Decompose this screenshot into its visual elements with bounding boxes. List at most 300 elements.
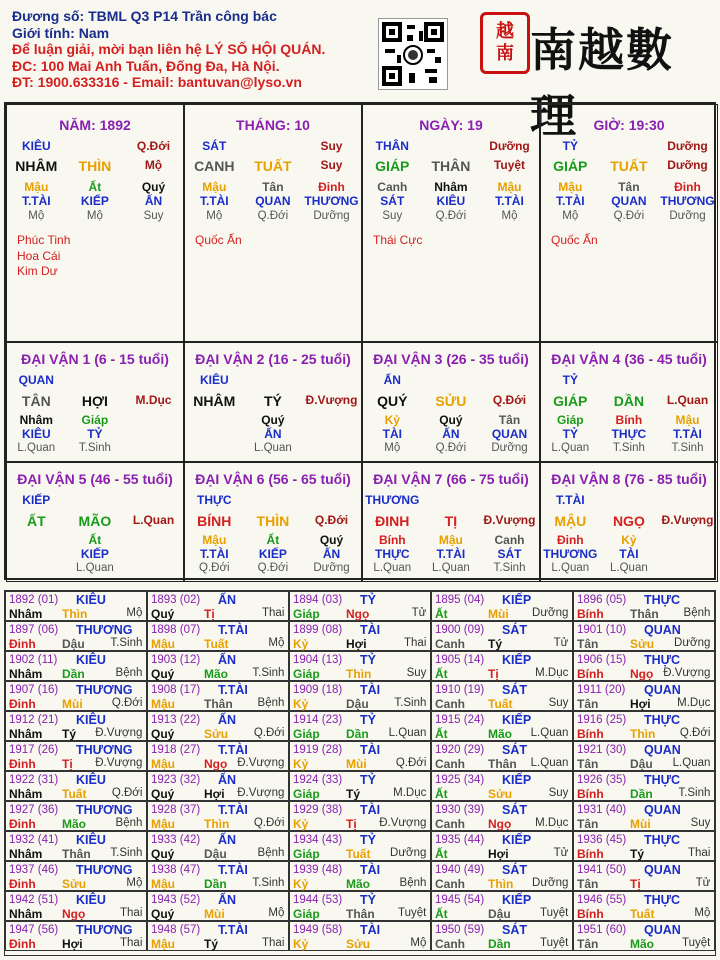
year-label: 1907 (16) xyxy=(9,684,59,696)
year-state: T.Sinh xyxy=(252,667,285,679)
year-cell xyxy=(289,801,431,831)
year-state: Dưỡng xyxy=(674,637,711,649)
year-god: THƯƠNG xyxy=(76,623,133,637)
header-info xyxy=(12,8,325,91)
year-state: Q.Đới xyxy=(395,757,427,769)
hidden-stem: Mậu xyxy=(497,180,522,194)
year-label: 1945 (54) xyxy=(435,894,485,906)
daivan-hidden-row xyxy=(7,413,183,427)
year-god: TÀI xyxy=(360,683,381,697)
spacer xyxy=(66,373,125,387)
year-label: 1925 (34) xyxy=(435,774,485,786)
spacer xyxy=(124,373,183,387)
year-can: Mậu xyxy=(151,757,175,771)
year-chi: Thìn xyxy=(488,877,514,891)
year-can: Kỷ xyxy=(293,697,309,711)
spacer xyxy=(422,493,481,507)
year-state: Thai xyxy=(262,607,285,619)
daivan-hidden-row xyxy=(363,413,539,427)
year-god: QUAN xyxy=(644,863,681,877)
daivan-title: ĐẠI VẬN 7 (66 - 75 tuổi) xyxy=(373,471,529,487)
year-label: 1893 (02) xyxy=(151,594,201,606)
year-god: T.TÀI xyxy=(218,803,248,817)
daivan-cell xyxy=(6,462,184,582)
year-cell xyxy=(289,921,431,951)
year-can: Đinh xyxy=(9,937,36,951)
year-chi: Dần xyxy=(204,877,227,891)
hidden-state: Dưỡng xyxy=(313,562,350,574)
year-can: Canh xyxy=(435,877,465,891)
year-god: QUAN xyxy=(644,743,681,757)
daivan-god-row xyxy=(7,373,183,387)
daivan-can: QUÝ xyxy=(377,393,408,409)
year-cell xyxy=(573,741,715,771)
year-god: KIẾP xyxy=(502,773,532,787)
year-chi: Sửu xyxy=(346,937,371,951)
daivan-chi: HỢI xyxy=(81,393,108,409)
year-state: Thai xyxy=(262,937,285,949)
year-can: Tân xyxy=(577,877,599,891)
year-god: TỶ xyxy=(360,653,376,667)
year-state: M.Dục xyxy=(535,667,569,679)
daivan-chi-state: Đ.Vượng xyxy=(305,393,358,407)
year-label: 1899 (08) xyxy=(293,624,343,636)
year-cell xyxy=(431,741,573,771)
brand-logo: 南越數理 xyxy=(530,23,674,143)
pillar-chi: THÌN xyxy=(78,158,112,174)
year-can: Nhâm xyxy=(9,787,43,801)
hidden-god: SÁT xyxy=(497,547,522,561)
hidden-stem: Giáp xyxy=(81,413,109,427)
year-god: THƯƠNG xyxy=(76,743,133,757)
year-cell xyxy=(573,621,715,651)
year-state: Mộ xyxy=(268,637,285,649)
year-label: 1915 (24) xyxy=(435,714,485,726)
pillar-can: CANH xyxy=(194,158,235,174)
year-label: 1930 (39) xyxy=(435,804,485,816)
pillar-state: Suy xyxy=(320,139,343,153)
hidden-state: L.Quan xyxy=(373,562,412,574)
year-can: Tân xyxy=(577,817,599,831)
year-god: TỶ xyxy=(360,833,376,847)
pillar-can: GIÁP xyxy=(375,158,410,174)
daivan-gods-row xyxy=(7,427,183,441)
year-can: Bính xyxy=(577,847,604,861)
daivan-cell xyxy=(362,462,540,582)
hidden-god: T.TÀI xyxy=(199,547,229,561)
daivan-title: ĐẠI VẬN 4 (36 - 45 tuổi) xyxy=(551,351,707,367)
year-god: KIÊU xyxy=(76,593,106,607)
year-state: Bệnh xyxy=(399,877,427,889)
year-state: Thai xyxy=(688,847,711,859)
year-god: T.TÀI xyxy=(218,923,248,937)
year-god: KIÊU xyxy=(76,653,106,667)
year-chi: Tị xyxy=(488,667,499,681)
year-chi: Ngọ xyxy=(488,817,512,831)
year-god: KIÊU xyxy=(76,893,106,907)
pillar-spacer xyxy=(600,139,659,153)
hidden-god xyxy=(124,547,183,561)
year-state: Suy xyxy=(406,667,427,679)
year-label: 1917 (26) xyxy=(9,744,59,756)
daivan-gods-row xyxy=(541,427,717,441)
year-cell xyxy=(289,771,431,801)
year-chi: Mão xyxy=(204,667,228,681)
year-chi: Mão xyxy=(488,727,512,741)
year-god: SÁT xyxy=(502,743,527,757)
year-label: 1939 (48) xyxy=(293,864,343,876)
year-god: TÀI xyxy=(360,743,381,757)
hidden-stem xyxy=(185,413,244,427)
pillar-main-row xyxy=(363,158,539,174)
year-chi: Mão xyxy=(630,937,654,951)
pillar-stars xyxy=(17,233,70,280)
year-god: KIẾP xyxy=(502,653,532,667)
daivan-main-row xyxy=(7,393,183,409)
year-cell xyxy=(289,591,431,621)
year-can: Ất xyxy=(435,847,448,861)
daivan-cell xyxy=(540,462,718,582)
pillar-stars xyxy=(551,233,598,249)
year-label: 1932 (41) xyxy=(9,834,59,846)
daivan-main-row xyxy=(7,513,183,529)
daivan-states-row xyxy=(7,442,183,454)
daivan-chi: NGỌ xyxy=(612,513,645,529)
daivan-god-row xyxy=(7,493,183,507)
hidden-state: T.Sinh xyxy=(493,562,526,574)
year-state: Mộ xyxy=(126,607,143,619)
year-label: 1914 (23) xyxy=(293,714,343,726)
spacer xyxy=(600,493,659,507)
spacer xyxy=(480,373,539,387)
year-state: Q.Đới xyxy=(253,727,285,739)
year-state: Mộ xyxy=(268,907,285,919)
year-can: Bính xyxy=(577,727,604,741)
hidden-god: THƯƠNG xyxy=(543,547,598,561)
hidden-state: Mộ xyxy=(206,210,223,222)
pillar-chi: TUẤT xyxy=(610,158,648,174)
daivan-main-row xyxy=(541,513,717,529)
daivan-hidden-row xyxy=(541,413,717,427)
year-god: KIẾP xyxy=(502,893,532,907)
year-can: Ất xyxy=(435,727,448,741)
hidden-stem: Canh xyxy=(494,533,525,547)
year-god: ẤN xyxy=(218,833,237,847)
hidden-stem xyxy=(7,533,66,547)
year-state: T.Sinh xyxy=(110,847,143,859)
pillar-gods-row xyxy=(185,194,361,208)
year-label: 1909 (18) xyxy=(293,684,343,696)
pillar-can: GIÁP xyxy=(553,158,588,174)
year-cell xyxy=(431,771,573,801)
year-god: SÁT xyxy=(502,863,527,877)
daivan-god: KIẾP xyxy=(22,493,51,507)
year-can: Quý xyxy=(151,907,175,921)
year-can: Quý xyxy=(151,667,175,681)
year-chi: Dậu xyxy=(630,757,653,771)
pillar-hidden-row xyxy=(363,180,539,194)
hidden-state: L.Quan xyxy=(17,442,56,454)
year-can: Đinh xyxy=(9,817,36,831)
year-cell xyxy=(147,771,289,801)
hidden-stem: Quý xyxy=(141,180,166,194)
year-can: Nhâm xyxy=(9,847,43,861)
year-can: Canh xyxy=(435,937,465,951)
year-cell xyxy=(5,621,147,651)
daivan-chi-state: Đ.Vượng xyxy=(483,513,536,527)
year-label: 1892 (01) xyxy=(9,594,59,606)
daivan-states-row xyxy=(363,562,539,574)
year-can: Canh xyxy=(435,817,465,831)
pillar-cell xyxy=(540,104,718,342)
year-cell xyxy=(573,921,715,951)
year-label: 1904 (13) xyxy=(293,654,343,666)
hidden-god: TỶ xyxy=(87,427,103,441)
year-cell xyxy=(5,741,147,771)
year-can: Đinh xyxy=(9,637,36,651)
year-chi: Hợi xyxy=(62,937,83,951)
year-state: Tuyệt xyxy=(398,907,427,919)
year-chi: Tị xyxy=(346,817,357,831)
daivan-chi: DẦN xyxy=(613,393,645,409)
hidden-stem xyxy=(658,533,717,547)
year-state: Mộ xyxy=(410,937,427,949)
hidden-stem: Tân xyxy=(618,180,640,194)
pillar-chi-state: Dưỡng xyxy=(667,158,708,172)
pillar-states-row xyxy=(363,210,539,222)
year-cell xyxy=(5,921,147,951)
pillar-spacer xyxy=(244,139,303,153)
year-cell xyxy=(431,801,573,831)
year-state: Bệnh xyxy=(257,697,285,709)
year-chi: Dậu xyxy=(488,907,511,921)
pillar-stars xyxy=(195,233,242,249)
spacer xyxy=(600,373,659,387)
year-chi: Thân xyxy=(204,697,233,711)
hidden-stem: Kỷ xyxy=(384,413,400,427)
hidden-state: Q.Đới xyxy=(257,562,289,574)
daivan-can: ĐINH xyxy=(375,513,410,529)
daivan-chi: SỬU xyxy=(435,393,467,409)
hidden-state: T.Sinh xyxy=(78,442,111,454)
year-chi: Tuất xyxy=(204,637,229,651)
year-label: 1921 (30) xyxy=(577,744,627,756)
hidden-state xyxy=(7,562,66,574)
daivan-chi-state: M.Dục xyxy=(135,393,172,407)
year-god: QUAN xyxy=(644,803,681,817)
star-name: Thái Cực xyxy=(373,233,423,247)
year-can: Tân xyxy=(577,697,599,711)
hidden-god: T.TÀI xyxy=(555,194,585,208)
year-label: 1942 (51) xyxy=(9,894,59,906)
daivan-chi: MÃO xyxy=(78,513,112,529)
year-chi: Hợi xyxy=(346,637,367,651)
year-cell xyxy=(5,831,147,861)
spacer xyxy=(244,373,303,387)
hidden-god: T.TÀI xyxy=(199,194,229,208)
hidden-stem: Mậu xyxy=(558,180,583,194)
hidden-god: TÀI xyxy=(619,547,639,561)
year-chi: Mùi xyxy=(630,817,651,831)
spacer xyxy=(302,373,361,387)
hidden-stem: Ất xyxy=(88,533,102,547)
hidden-stem: Ất xyxy=(266,533,280,547)
year-state: Đ.Vượng xyxy=(237,757,285,769)
year-state: Đ.Vượng xyxy=(663,667,711,679)
hidden-god: T.TÀI xyxy=(436,547,466,561)
year-state: Thai xyxy=(404,637,427,649)
year-god: THỰC xyxy=(644,713,681,727)
year-can: Kỷ xyxy=(293,637,309,651)
year-state: Tuyệt xyxy=(540,937,569,949)
year-can: Nhâm xyxy=(9,727,43,741)
year-cell xyxy=(289,621,431,651)
pillar-states-row xyxy=(7,210,183,222)
year-god: ẤN xyxy=(218,773,237,787)
year-god: SÁT xyxy=(502,683,527,697)
year-label: 1912 (21) xyxy=(9,714,59,726)
hidden-god: T.TÀI xyxy=(673,427,702,441)
year-state: Đ.Vượng xyxy=(95,757,143,769)
year-state: Dưỡng xyxy=(390,847,427,859)
year-cell xyxy=(431,621,573,651)
hidden-god xyxy=(302,427,361,441)
daivan-cell xyxy=(6,342,184,462)
year-cell xyxy=(289,861,431,891)
daivan-gods-row xyxy=(363,547,539,561)
year-label: 1920 (29) xyxy=(435,744,485,756)
year-can: Kỷ xyxy=(293,817,309,831)
hidden-state: Dưỡng xyxy=(669,210,706,222)
year-label: 1916 (25) xyxy=(577,714,627,726)
year-chi: Sửu xyxy=(488,787,513,801)
year-can: Giáp xyxy=(293,907,320,921)
hidden-state: Mộ xyxy=(384,442,401,454)
year-chi: Thân xyxy=(62,847,91,861)
year-cell xyxy=(573,651,715,681)
hidden-god: QUAN xyxy=(491,427,528,441)
year-label: 1900 (09) xyxy=(435,624,485,636)
year-state: L.Quan xyxy=(672,757,711,769)
year-state: Đ.Vượng xyxy=(237,787,285,799)
year-label: 1947 (56) xyxy=(9,924,59,936)
year-state: T.Sinh xyxy=(678,787,711,799)
year-label: 1911 (20) xyxy=(577,684,626,696)
year-label: 1944 (53) xyxy=(293,894,343,906)
hidden-god: TÀI xyxy=(382,427,402,441)
year-chi: Thìn xyxy=(62,607,88,621)
pillar-title: NGÀY: 19 xyxy=(419,117,483,133)
year-can: Canh xyxy=(435,697,465,711)
daivan-god: THỰC xyxy=(196,493,232,507)
year-god: THỰC xyxy=(644,593,681,607)
hidden-state xyxy=(658,562,717,574)
year-label: 1924 (33) xyxy=(293,774,343,786)
year-god: THỰC xyxy=(644,833,681,847)
year-can: Kỷ xyxy=(293,877,309,891)
year-god: TÀI xyxy=(360,863,381,877)
hidden-god: ẤN xyxy=(442,427,460,441)
hidden-stem: Bính xyxy=(378,533,406,547)
year-cell xyxy=(573,891,715,921)
daivan-cell xyxy=(184,462,362,582)
year-chi: Sửu xyxy=(630,637,655,651)
year-label: 1896 (05) xyxy=(577,594,627,606)
year-state: Q.Đới xyxy=(111,697,143,709)
daivan-can: NHÂM xyxy=(193,393,236,409)
year-label: 1922 (31) xyxy=(9,774,59,786)
hidden-state: L.Quan xyxy=(551,562,590,574)
year-cell xyxy=(147,681,289,711)
hidden-stem: Giáp xyxy=(556,413,584,427)
year-label: 1935 (44) xyxy=(435,834,485,846)
year-state: Dưỡng xyxy=(532,607,569,619)
pillar-main-row xyxy=(185,158,361,174)
year-god: T.TÀI xyxy=(218,683,248,697)
pillar-gods-row xyxy=(541,194,717,208)
year-state: Đ.Vượng xyxy=(379,817,427,829)
year-label: 1926 (35) xyxy=(577,774,627,786)
daivan-title: ĐẠI VẬN 5 (46 - 55 tuổi) xyxy=(17,471,173,487)
daivan-god-row xyxy=(185,493,361,507)
pillar-top-row xyxy=(541,139,717,153)
year-cell xyxy=(573,831,715,861)
year-state: Tử xyxy=(411,607,427,619)
hidden-stem: Nhâm xyxy=(434,180,468,194)
year-label: 1949 (58) xyxy=(293,924,343,936)
year-cell xyxy=(431,681,573,711)
year-god: THƯƠNG xyxy=(76,683,133,697)
star-name: Quốc Ấn xyxy=(195,233,242,247)
year-cell xyxy=(147,891,289,921)
daivan-states-row xyxy=(363,442,539,454)
year-state: Bệnh xyxy=(257,847,285,859)
daivan-chi-state: L.Quan xyxy=(132,513,175,527)
hidden-god: KIẾP xyxy=(80,194,109,208)
year-cell xyxy=(431,891,573,921)
year-god: THƯƠNG xyxy=(76,863,133,877)
year-state: M.Dục xyxy=(535,817,569,829)
hidden-state: T.Sinh xyxy=(671,442,704,454)
daivan-states-row xyxy=(541,442,717,454)
daivan-god: TỶ xyxy=(562,373,578,387)
hidden-god: THƯƠNG xyxy=(660,194,715,208)
pillar-top-row xyxy=(185,139,361,153)
year-can: Quý xyxy=(151,607,175,621)
year-cell xyxy=(5,861,147,891)
hidden-god: QUAN xyxy=(255,194,291,208)
year-chi: Ngọ xyxy=(62,907,86,921)
pillar-states-row xyxy=(185,210,361,222)
hidden-state xyxy=(124,442,183,454)
hidden-state: L.Quan xyxy=(432,562,470,574)
year-god: THỰC xyxy=(644,773,681,787)
year-cell xyxy=(5,651,147,681)
daivan-hidden-row xyxy=(541,533,717,547)
hidden-stem: Tân xyxy=(262,180,284,194)
year-chi: Thân xyxy=(630,607,659,621)
hidden-god: THỰC xyxy=(374,547,410,561)
year-chi: Ngọ xyxy=(204,757,228,771)
pillar-can: NHÂM xyxy=(15,158,58,174)
year-chi: Tý xyxy=(62,727,77,741)
year-god: THỰC xyxy=(644,653,681,667)
daivan-god: T.TÀI xyxy=(555,493,585,507)
pillar-god: SÁT xyxy=(202,139,227,153)
year-god: TÀI xyxy=(360,623,381,637)
daivan-gods-row xyxy=(541,547,717,561)
daivan-main-row xyxy=(185,393,361,409)
